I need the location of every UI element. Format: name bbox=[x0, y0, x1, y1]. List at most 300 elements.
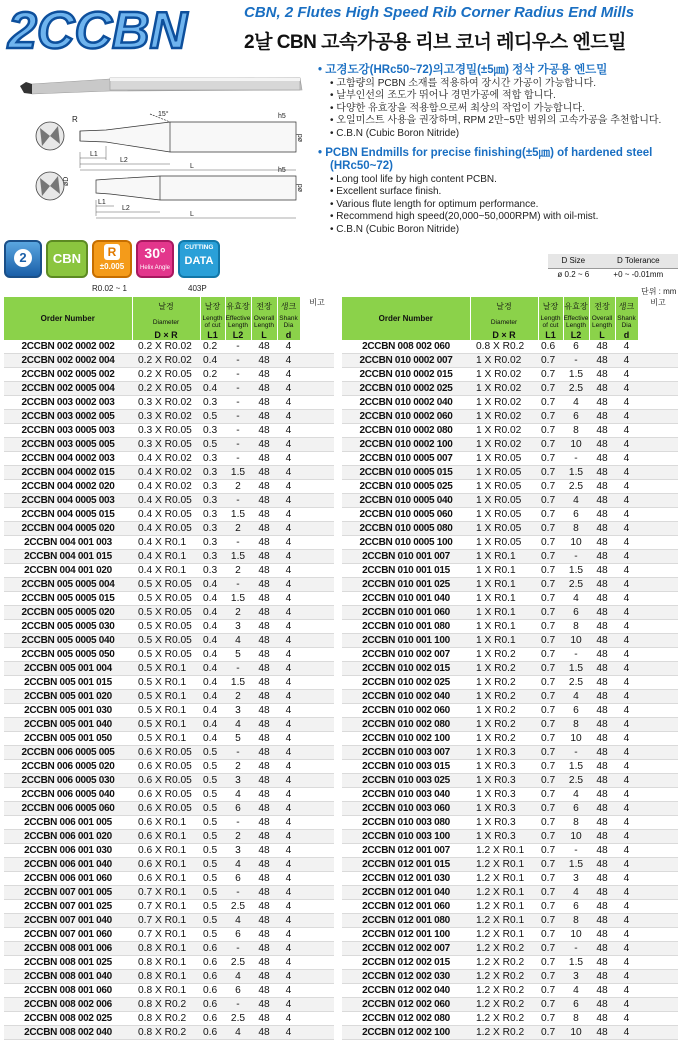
length-of-cut: 0.7 bbox=[538, 816, 563, 830]
length-of-cut: 0.7 bbox=[538, 844, 563, 858]
effective-length: 4 bbox=[563, 690, 589, 704]
overall-length: 48 bbox=[589, 592, 615, 606]
length-of-cut: 0.7 bbox=[538, 564, 563, 578]
effective-length: 8 bbox=[563, 620, 589, 634]
diameter: 0.6 X R0.1 bbox=[132, 872, 200, 886]
table-row bbox=[4, 928, 334, 942]
material-badge: CBN bbox=[46, 240, 88, 278]
diameter: 1.2 X R0.1 bbox=[470, 886, 538, 900]
effective-length: - bbox=[225, 816, 251, 830]
order-number: 2CCBN 012 002 100 bbox=[342, 1026, 470, 1040]
remark bbox=[300, 858, 334, 872]
product-table-right bbox=[342, 297, 679, 1040]
th-l2-sym: L2 bbox=[563, 329, 589, 340]
table-row bbox=[4, 480, 334, 494]
table-row bbox=[342, 466, 678, 480]
diameter: 1 X R0.2 bbox=[470, 676, 538, 690]
length-of-cut: 0.7 bbox=[538, 410, 563, 424]
order-number: 2CCBN 008 002 006 bbox=[4, 998, 132, 1012]
shank-dia: 4 bbox=[615, 802, 638, 816]
remark bbox=[638, 998, 678, 1012]
overall-length: 48 bbox=[589, 522, 615, 536]
order-number: 2CCBN 004 0005 003 bbox=[4, 494, 132, 508]
diameter: 0.5 X R0.1 bbox=[132, 676, 200, 690]
length-of-cut: 0.7 bbox=[538, 550, 563, 564]
overall-length: 48 bbox=[589, 396, 615, 410]
diameter: 1 X R0.3 bbox=[470, 802, 538, 816]
order-number: 2CCBN 007 001 025 bbox=[4, 900, 132, 914]
order-number: 2CCBN 010 003 100 bbox=[342, 830, 470, 844]
remark bbox=[638, 704, 678, 718]
table-row bbox=[342, 998, 678, 1012]
l1-label-1: L1 bbox=[90, 151, 98, 158]
order-number: 2CCBN 003 0002 005 bbox=[4, 410, 132, 424]
remark bbox=[300, 466, 334, 480]
effective-length: 10 bbox=[563, 438, 589, 452]
shank-dia: 4 bbox=[277, 998, 300, 1012]
remark bbox=[300, 746, 334, 760]
table-row bbox=[342, 592, 678, 606]
effective-length: 1.5 bbox=[563, 858, 589, 872]
effective-length: 4 bbox=[225, 858, 251, 872]
diameter: 1.2 X R0.2 bbox=[470, 998, 538, 1012]
shank-dia: 4 bbox=[277, 662, 300, 676]
overall-length: 48 bbox=[589, 648, 615, 662]
order-number: 2CCBN 012 002 060 bbox=[342, 998, 470, 1012]
overall-length: 48 bbox=[589, 802, 615, 816]
remark bbox=[638, 1012, 678, 1026]
overall-length: 48 bbox=[589, 424, 615, 438]
remark bbox=[638, 746, 678, 760]
remark bbox=[638, 1026, 678, 1040]
shank-dia: 4 bbox=[615, 872, 638, 886]
table-row bbox=[342, 368, 678, 382]
overall-length: 48 bbox=[251, 802, 277, 816]
cutting-bottom: DATA bbox=[184, 255, 214, 267]
remark bbox=[638, 942, 678, 956]
order-number: 2CCBN 010 003 007 bbox=[342, 746, 470, 760]
diameter: 1 X R0.2 bbox=[470, 732, 538, 746]
table-row bbox=[4, 690, 334, 704]
effective-length: 5 bbox=[225, 648, 251, 662]
shank-dia: 4 bbox=[615, 564, 638, 578]
length-of-cut: 0.7 bbox=[538, 956, 563, 970]
shank-dia: 4 bbox=[615, 354, 638, 368]
length-of-cut: 0.3 bbox=[200, 522, 225, 536]
table-row bbox=[342, 354, 678, 368]
diameter: 0.5 X R0.05 bbox=[132, 620, 200, 634]
table-row bbox=[4, 410, 334, 424]
remark bbox=[300, 662, 334, 676]
effective-length: 6 bbox=[225, 802, 251, 816]
diameter: 0.8 X R0.2 bbox=[132, 1026, 200, 1040]
order-number: 2CCBN 010 0002 040 bbox=[342, 396, 470, 410]
remark bbox=[638, 620, 678, 634]
order-number: 2CCBN 008 002 025 bbox=[4, 1012, 132, 1026]
effective-length: 4 bbox=[563, 984, 589, 998]
remark bbox=[300, 354, 334, 368]
diameter: 1 X R0.1 bbox=[470, 578, 538, 592]
table-row bbox=[4, 592, 334, 606]
overall-length: 48 bbox=[251, 466, 277, 480]
th-l-kr: 전장 bbox=[251, 297, 277, 315]
shank-dia: 4 bbox=[277, 340, 300, 354]
order-number: 2CCBN 006 0005 060 bbox=[4, 802, 132, 816]
diameter: 1 X R0.3 bbox=[470, 816, 538, 830]
remark bbox=[300, 606, 334, 620]
remark bbox=[638, 844, 678, 858]
remark bbox=[638, 578, 678, 592]
order-number: 2CCBN 010 001 060 bbox=[342, 606, 470, 620]
length-of-cut: 0.4 bbox=[200, 592, 225, 606]
effective-length: 2.5 bbox=[563, 676, 589, 690]
length-of-cut: 0.4 bbox=[200, 704, 225, 718]
h5-label-1: h5 bbox=[278, 113, 286, 120]
overall-length: 48 bbox=[589, 550, 615, 564]
remark bbox=[300, 578, 334, 592]
length-of-cut: 0.7 bbox=[538, 620, 563, 634]
remark bbox=[300, 1012, 334, 1026]
overall-length: 48 bbox=[589, 606, 615, 620]
table-row bbox=[4, 550, 334, 564]
radius-badge bbox=[92, 240, 132, 278]
table-row bbox=[342, 830, 678, 844]
order-number: 2CCBN 005 0005 050 bbox=[4, 648, 132, 662]
kr-points bbox=[330, 78, 678, 140]
diameter: 0.3 X R0.05 bbox=[132, 438, 200, 452]
length-of-cut: 0.7 bbox=[538, 1012, 563, 1026]
table-body-right bbox=[342, 340, 678, 1040]
effective-length: 4 bbox=[225, 634, 251, 648]
diameter: 1.2 X R0.1 bbox=[470, 928, 538, 942]
table-row bbox=[4, 774, 334, 788]
effective-length: - bbox=[563, 452, 589, 466]
length-of-cut: 0.6 bbox=[538, 340, 563, 354]
diameter: 1.2 X R0.1 bbox=[470, 858, 538, 872]
order-number: 2CCBN 006 001 020 bbox=[4, 830, 132, 844]
table-row bbox=[342, 410, 678, 424]
order-number: 2CCBN 012 002 030 bbox=[342, 970, 470, 984]
table-row bbox=[4, 886, 334, 900]
table-row bbox=[342, 914, 678, 928]
remark bbox=[300, 564, 334, 578]
diameter: 1.2 X R0.2 bbox=[470, 956, 538, 970]
shank-dia: 4 bbox=[615, 452, 638, 466]
shank-dia: 4 bbox=[277, 942, 300, 956]
remark bbox=[300, 830, 334, 844]
diameter: 0.6 X R0.1 bbox=[132, 844, 200, 858]
shank-dia: 4 bbox=[277, 760, 300, 774]
diameter: 1 X R0.2 bbox=[470, 718, 538, 732]
length-of-cut: 0.7 bbox=[538, 536, 563, 550]
table-row bbox=[342, 1026, 678, 1040]
effective-length: 3 bbox=[225, 704, 251, 718]
shank-dia: 4 bbox=[277, 1012, 300, 1026]
shank-dia: 4 bbox=[277, 900, 300, 914]
effective-length: 6 bbox=[563, 410, 589, 424]
overall-length: 48 bbox=[251, 662, 277, 676]
overall-length: 48 bbox=[251, 816, 277, 830]
remark bbox=[638, 424, 678, 438]
shank-dia: 4 bbox=[615, 970, 638, 984]
th-l-sym: L bbox=[589, 329, 615, 340]
th-dia-en: Diameter bbox=[132, 315, 200, 329]
order-number: 2CCBN 006 001 040 bbox=[4, 858, 132, 872]
effective-length: 2.5 bbox=[563, 382, 589, 396]
diameter: 0.2 X R0.02 bbox=[132, 354, 200, 368]
effective-length: - bbox=[563, 550, 589, 564]
order-number: 2CCBN 002 0002 002 bbox=[4, 340, 132, 354]
overall-length: 48 bbox=[251, 900, 277, 914]
effective-length: 8 bbox=[563, 816, 589, 830]
overall-length: 48 bbox=[589, 788, 615, 802]
th-remark: 비고 bbox=[638, 297, 678, 340]
cutting-data-badge[interactable] bbox=[178, 240, 220, 278]
remark bbox=[300, 872, 334, 886]
diameter: 0.5 X R0.1 bbox=[132, 704, 200, 718]
order-number: 2CCBN 010 003 040 bbox=[342, 788, 470, 802]
table-row bbox=[342, 452, 678, 466]
shank-dia: 4 bbox=[277, 452, 300, 466]
overall-length: 48 bbox=[251, 480, 277, 494]
table-row bbox=[4, 1026, 334, 1040]
diameter: 0.5 X R0.05 bbox=[132, 578, 200, 592]
shank-dia: 4 bbox=[615, 410, 638, 424]
en-heading: • PCBN Endmills for precise finishing(±5㎛) of hardened steel (HRc50~72) bbox=[318, 147, 678, 173]
th-l2-kr: 유효장 bbox=[225, 297, 251, 315]
diameter: 1 X R0.1 bbox=[470, 620, 538, 634]
length-of-cut: 0.7 bbox=[538, 424, 563, 438]
length-of-cut: 0.7 bbox=[538, 718, 563, 732]
product-logo bbox=[4, 2, 240, 60]
overall-length: 48 bbox=[589, 466, 615, 480]
length-of-cut: 0.5 bbox=[200, 788, 225, 802]
cutting-top: CUTTING bbox=[184, 244, 214, 251]
diameter: 1 X R0.2 bbox=[470, 662, 538, 676]
table-row bbox=[342, 760, 678, 774]
l-label-2: L bbox=[190, 211, 194, 218]
order-number: 2CCBN 008 002 040 bbox=[4, 1026, 132, 1040]
table-row bbox=[4, 872, 334, 886]
th-l2-en: Effective Length bbox=[225, 315, 251, 329]
length-of-cut: 0.7 bbox=[538, 522, 563, 536]
diameter: 1 X R0.1 bbox=[470, 550, 538, 564]
table-row bbox=[4, 424, 334, 438]
order-number: 2CCBN 010 001 040 bbox=[342, 592, 470, 606]
overall-length: 48 bbox=[589, 368, 615, 382]
overall-length: 48 bbox=[589, 970, 615, 984]
overall-length: 48 bbox=[589, 774, 615, 788]
table-row bbox=[4, 508, 334, 522]
effective-length: 1.5 bbox=[563, 662, 589, 676]
effective-length: 4 bbox=[563, 396, 589, 410]
length-of-cut: 0.7 bbox=[538, 452, 563, 466]
diameter: 0.4 X R0.05 bbox=[132, 522, 200, 536]
remark bbox=[300, 928, 334, 942]
order-number: 2CCBN 010 003 080 bbox=[342, 816, 470, 830]
shank-dia: 4 bbox=[277, 550, 300, 564]
effective-length: 2 bbox=[225, 606, 251, 620]
diameter: 0.5 X R0.05 bbox=[132, 606, 200, 620]
overall-length: 48 bbox=[589, 886, 615, 900]
shank-dia: 4 bbox=[615, 928, 638, 942]
length-of-cut: 0.7 bbox=[538, 970, 563, 984]
table-row bbox=[4, 620, 334, 634]
shank-dia: 4 bbox=[615, 508, 638, 522]
shank-dia: 4 bbox=[615, 480, 638, 494]
title-en: CBN, 2 Flutes High Speed Rib Corner Radius End Mills bbox=[244, 4, 635, 21]
length-of-cut: 0.5 bbox=[200, 844, 225, 858]
overall-length: 48 bbox=[251, 382, 277, 396]
helix-angle: 30° bbox=[144, 245, 166, 261]
length-of-cut: 0.6 bbox=[200, 970, 225, 984]
shank-dia: 4 bbox=[615, 788, 638, 802]
effective-length: 6 bbox=[225, 872, 251, 886]
description bbox=[318, 64, 678, 243]
table-row bbox=[4, 788, 334, 802]
shank-dia: 4 bbox=[277, 970, 300, 984]
table-row bbox=[342, 480, 678, 494]
diameter: 1.2 X R0.1 bbox=[470, 872, 538, 886]
length-of-cut: 0.4 bbox=[200, 354, 225, 368]
diameter: 0.4 X R0.02 bbox=[132, 466, 200, 480]
diameter: 1.2 X R0.1 bbox=[470, 844, 538, 858]
overall-length: 48 bbox=[589, 438, 615, 452]
order-number: 2CCBN 007 001 060 bbox=[4, 928, 132, 942]
overall-length: 48 bbox=[589, 858, 615, 872]
remark bbox=[638, 536, 678, 550]
overall-length: 48 bbox=[251, 564, 277, 578]
remark bbox=[300, 788, 334, 802]
diameter: 1 X R0.2 bbox=[470, 704, 538, 718]
shank-dia: 4 bbox=[277, 466, 300, 480]
shank-dia: 4 bbox=[615, 900, 638, 914]
table-body-left bbox=[4, 340, 334, 1040]
length-of-cut: 0.6 bbox=[200, 1012, 225, 1026]
effective-length: 2 bbox=[225, 480, 251, 494]
length-of-cut: 0.7 bbox=[538, 676, 563, 690]
effective-length: 6 bbox=[563, 704, 589, 718]
order-number: 2CCBN 012 001 015 bbox=[342, 858, 470, 872]
order-number: 2CCBN 010 002 100 bbox=[342, 732, 470, 746]
en-points bbox=[330, 174, 678, 236]
diameter: 0.6 X R0.1 bbox=[132, 858, 200, 872]
length-of-cut: 0.7 bbox=[538, 354, 563, 368]
order-number: 2CCBN 002 0002 004 bbox=[4, 354, 132, 368]
effective-length: - bbox=[225, 998, 251, 1012]
effective-length: - bbox=[225, 494, 251, 508]
table-row bbox=[342, 620, 678, 634]
length-of-cut: 0.7 bbox=[538, 914, 563, 928]
shank-dia: 4 bbox=[615, 914, 638, 928]
diameter: 0.2 X R0.05 bbox=[132, 382, 200, 396]
remark bbox=[300, 676, 334, 690]
shank-dia: 4 bbox=[615, 424, 638, 438]
length-of-cut: 0.4 bbox=[200, 648, 225, 662]
order-number: 2CCBN 007 001 040 bbox=[4, 914, 132, 928]
length-of-cut: 0.5 bbox=[200, 900, 225, 914]
diameter: 0.5 X R0.05 bbox=[132, 648, 200, 662]
effective-length: 1.5 bbox=[225, 676, 251, 690]
overall-length: 48 bbox=[589, 508, 615, 522]
helix-caption: Helix Angle bbox=[139, 265, 171, 271]
remark bbox=[638, 466, 678, 480]
length-of-cut: 0.5 bbox=[200, 746, 225, 760]
length-of-cut: 0.7 bbox=[538, 802, 563, 816]
th-order: Order Number bbox=[342, 297, 470, 340]
remark bbox=[300, 844, 334, 858]
overall-length: 48 bbox=[251, 368, 277, 382]
diameter: 1 X R0.05 bbox=[470, 494, 538, 508]
length-of-cut: 0.5 bbox=[200, 928, 225, 942]
overall-length: 48 bbox=[589, 634, 615, 648]
remark bbox=[300, 634, 334, 648]
diameter: 1 X R0.02 bbox=[470, 368, 538, 382]
diameter: 1.2 X R0.2 bbox=[470, 970, 538, 984]
effective-length: 4 bbox=[563, 592, 589, 606]
remark bbox=[638, 606, 678, 620]
length-of-cut: 0.7 bbox=[538, 928, 563, 942]
shank-dia: 4 bbox=[277, 886, 300, 900]
table-row bbox=[4, 522, 334, 536]
shank-dia: 4 bbox=[615, 648, 638, 662]
remark bbox=[638, 340, 678, 354]
shank-dia: 4 bbox=[277, 606, 300, 620]
table-row bbox=[4, 382, 334, 396]
order-number: 2CCBN 008 002 060 bbox=[342, 340, 470, 354]
length-of-cut: 0.2 bbox=[200, 340, 225, 354]
diameter: 1 X R0.3 bbox=[470, 746, 538, 760]
shank-dia: 4 bbox=[615, 886, 638, 900]
remark bbox=[300, 480, 334, 494]
length-of-cut: 0.3 bbox=[200, 424, 225, 438]
remark bbox=[300, 704, 334, 718]
table-row bbox=[4, 1012, 334, 1026]
overall-length: 48 bbox=[589, 872, 615, 886]
diameter: 1 X R0.05 bbox=[470, 536, 538, 550]
remark bbox=[300, 396, 334, 410]
diameter: 1 X R0.3 bbox=[470, 774, 538, 788]
shank-dia: 4 bbox=[615, 704, 638, 718]
effective-length: 10 bbox=[563, 634, 589, 648]
length-of-cut: 0.7 bbox=[538, 760, 563, 774]
table-row bbox=[4, 634, 334, 648]
effective-length: 8 bbox=[563, 1012, 589, 1026]
diameter: 0.5 X R0.1 bbox=[132, 662, 200, 676]
effective-length: 2 bbox=[225, 690, 251, 704]
table-row bbox=[342, 942, 678, 956]
effective-length: - bbox=[563, 942, 589, 956]
effective-length: 6 bbox=[563, 900, 589, 914]
length-of-cut: 0.7 bbox=[538, 662, 563, 676]
diameter: 1 X R0.02 bbox=[470, 424, 538, 438]
diameter: 0.5 X R0.1 bbox=[132, 690, 200, 704]
effective-length: 2.5 bbox=[563, 578, 589, 592]
order-number: 2CCBN 005 0005 020 bbox=[4, 606, 132, 620]
order-number: 2CCBN 005 001 015 bbox=[4, 676, 132, 690]
table-row bbox=[342, 662, 678, 676]
effective-length: 10 bbox=[563, 830, 589, 844]
cutting-code: 403P bbox=[188, 284, 207, 293]
shank-dia: 4 bbox=[277, 480, 300, 494]
diameter: 0.7 X R0.1 bbox=[132, 914, 200, 928]
length-of-cut: 0.7 bbox=[538, 508, 563, 522]
diameter: 1 X R0.05 bbox=[470, 480, 538, 494]
diameter: 1 X R0.05 bbox=[470, 452, 538, 466]
order-number: 2CCBN 010 0005 100 bbox=[342, 536, 470, 550]
unit-label: 단위 : mm bbox=[641, 287, 677, 296]
order-number: 2CCBN 012 001 080 bbox=[342, 914, 470, 928]
